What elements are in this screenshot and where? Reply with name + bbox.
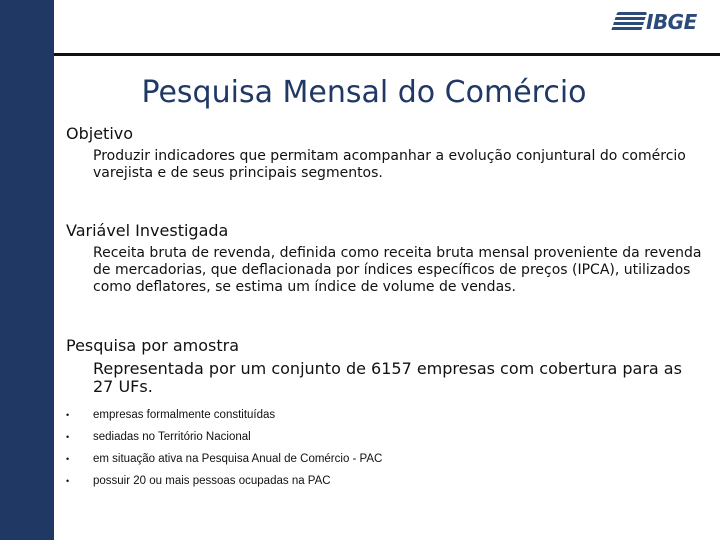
list-item-text: em situação ativa na Pesquisa Anual de Comércio - PAC xyxy=(93,453,383,465)
bullet-icon: • xyxy=(66,432,70,442)
section-heading: Pesquisa por amostra xyxy=(66,336,240,355)
section-variavel-investigada xyxy=(66,221,706,296)
bullet-icon: • xyxy=(66,454,70,464)
ibge-logo-icon xyxy=(611,12,647,32)
list-item xyxy=(66,448,706,470)
section-objetivo xyxy=(66,124,706,182)
list-item xyxy=(66,426,706,448)
bullet-icon: • xyxy=(66,410,70,420)
list-item xyxy=(66,470,706,492)
ibge-logo xyxy=(614,10,697,34)
left-sidebar-band xyxy=(0,0,54,540)
section-body: Receita bruta de revenda, definida como receita bruta mensal proveniente da revenda de mercadorias, que deflacionada por índices específicos de preços (IPCA), utilizados como deflatores, se estima um índice de volume de vendas. xyxy=(93,245,702,295)
list-item xyxy=(66,404,706,426)
section-heading: Variável Investigada xyxy=(66,221,229,240)
list-item-text: possuir 20 ou mais pessoas ocupadas na PAC xyxy=(93,475,331,487)
ibge-logo-text: IBGE xyxy=(646,10,697,34)
bullet-icon: • xyxy=(66,476,70,486)
page-title: Pesquisa Mensal do Comércio xyxy=(141,75,587,110)
header-divider xyxy=(54,53,720,56)
section-body: Produzir indicadores que permitam acompanhar a evolução conjuntural do comércio varejista e de seus principais segmentos. xyxy=(93,148,686,181)
section-heading: Objetivo xyxy=(66,124,134,143)
list-item-text: sediadas no Território Nacional xyxy=(93,431,251,443)
section-pesquisa-por-amostra xyxy=(66,336,706,492)
criteria-list xyxy=(66,404,706,492)
section-body: Representada por um conjunto de 6157 empresas com cobertura para as 27 UFs. xyxy=(93,359,682,396)
list-item-text: empresas formalmente constituídas xyxy=(93,409,276,421)
